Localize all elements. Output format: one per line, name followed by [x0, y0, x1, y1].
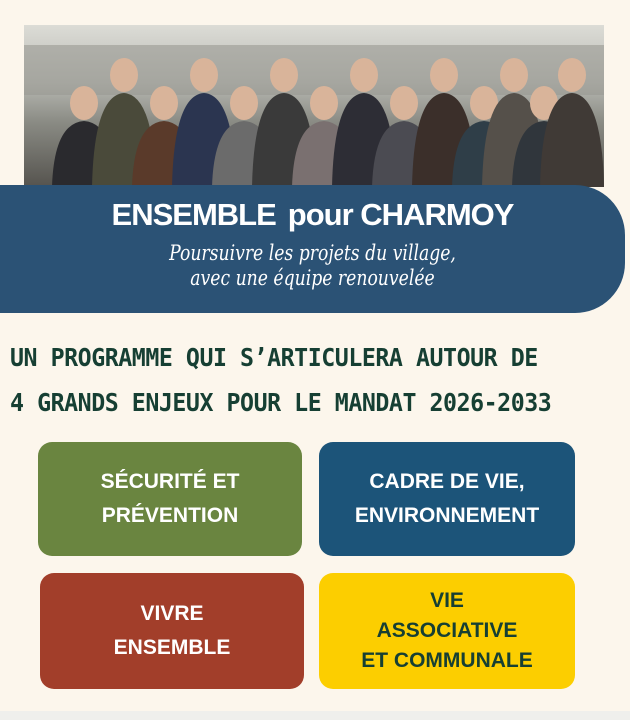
person-head — [150, 86, 178, 120]
subtitle-line-2: avec une équipe renouvelée — [190, 266, 435, 290]
person-head — [500, 58, 528, 92]
person-head — [70, 86, 98, 120]
theme-text: ASSOCIATIVE — [376, 619, 518, 642]
program-headline — [10, 335, 568, 425]
theme-text: ET COMMUNALE — [361, 649, 533, 672]
footer-strip — [0, 711, 630, 720]
theme-text: VIE — [430, 589, 464, 612]
campaign-subtitle — [56, 241, 569, 291]
theme-security — [38, 442, 302, 556]
person-head — [350, 58, 378, 92]
subtitle-line-1: Poursuivre les projets du village, — [169, 241, 456, 265]
theme-text: ENSEMBLE — [113, 636, 231, 659]
person-head — [230, 86, 258, 120]
headline-line-1: UN PROGRAMME QUI S’ARTICULERA AUTOUR DE — [10, 343, 538, 372]
theme-text: PRÉVENTION — [101, 504, 239, 527]
campaign-title — [0, 197, 625, 233]
title-ensemble: ENSEMBLE — [111, 197, 276, 232]
team-photo — [24, 25, 604, 187]
theme-associative-life — [319, 573, 575, 689]
theme-text: CADRE DE VIE, — [369, 470, 525, 493]
theme-text: ENVIRONNEMENT — [354, 504, 540, 527]
person-head — [270, 58, 298, 92]
person-head — [190, 58, 218, 92]
title-pour-charmoy: pour CHARMOY — [287, 197, 514, 232]
theme-text: VIVRE — [140, 602, 204, 625]
person-head — [558, 58, 586, 92]
person-head — [110, 58, 138, 92]
theme-text: SÉCURITÉ ET — [100, 470, 240, 493]
theme-environment — [319, 442, 575, 556]
person-head — [310, 86, 338, 120]
campaign-banner — [0, 185, 625, 313]
theme-living-together — [40, 573, 304, 689]
headline-line-2: 4 GRANDS ENJEUX POUR LE MANDAT 2026-2033 — [10, 388, 552, 417]
person-head — [430, 58, 458, 92]
person-head — [390, 86, 418, 120]
